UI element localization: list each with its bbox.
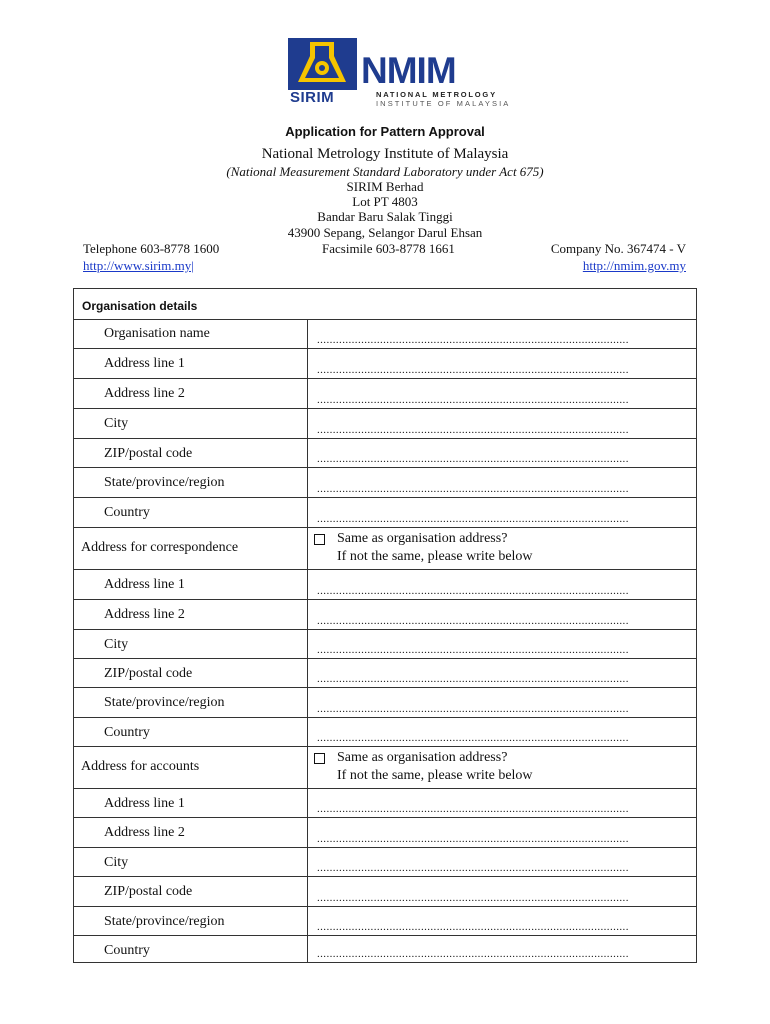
form-row — [74, 528, 696, 570]
form-row — [74, 439, 696, 468]
address-line-1-field[interactable]: ................................................................................................... — [317, 803, 629, 815]
telephone: Telephone 603-8778 1600 — [83, 241, 220, 256]
form-row — [74, 877, 696, 907]
form-row — [74, 789, 696, 818]
state-field[interactable]: ................................................................................................... — [317, 703, 629, 715]
form-row — [74, 319, 696, 349]
form-row — [74, 630, 696, 659]
field-label: Country — [104, 725, 150, 740]
form-row — [74, 688, 696, 718]
company-number: Company No. 367474 - V — [550, 241, 686, 256]
nmim-website-link[interactable]: http://nmim.gov.my — [582, 258, 686, 273]
sirim-logo-icon — [288, 38, 357, 90]
form-row — [74, 936, 696, 962]
section-heading — [74, 289, 696, 320]
nmim-wordmark: NMIM — [361, 50, 456, 91]
address-line: Lot PT 4803 — [352, 194, 418, 209]
section-heading-label: Organisation details — [82, 299, 198, 313]
zip-field[interactable]: ................................................................................................... — [317, 453, 629, 465]
form-row — [74, 600, 696, 630]
field-label: Address for accounts — [81, 759, 200, 774]
sirim-wordmark: SIRIM — [290, 89, 335, 106]
form-row — [74, 498, 696, 528]
page-title: Application for Pattern Approval — [285, 124, 485, 139]
same-address-checkbox[interactable] — [314, 753, 325, 764]
city-field[interactable]: ................................................................................................... — [317, 862, 629, 874]
form-row — [74, 818, 696, 848]
organisation-details-form — [73, 288, 697, 963]
form-row — [74, 718, 696, 747]
logo — [288, 38, 511, 108]
field-label: Address for correspondence — [81, 540, 239, 555]
institute-name: National Metrology Institute of Malaysia — [261, 146, 509, 162]
form-row — [74, 468, 696, 498]
form-row — [74, 379, 696, 409]
form-row — [74, 747, 696, 789]
form-row — [74, 570, 696, 600]
field-label: Address line 2 — [104, 607, 185, 622]
address-line-2-field[interactable]: ................................................................................................... — [317, 833, 629, 845]
form-row — [74, 907, 696, 936]
address-line-2-field[interactable]: ................................................................................................... — [317, 394, 629, 406]
state-field[interactable]: ................................................................................................... — [317, 483, 629, 495]
facsimile: Facsimile 603-8778 1661 — [322, 241, 455, 256]
zip-field[interactable]: ................................................................................................... — [317, 892, 629, 904]
field-label: State/province/region — [104, 475, 225, 490]
checkbox-note: If not the same, please write below — [337, 549, 533, 564]
field-label: ZIP/postal code — [104, 666, 193, 681]
country-field[interactable]: ................................................................................................... — [317, 948, 629, 960]
address-line-1-field[interactable]: ................................................................................................... — [317, 585, 629, 597]
checkbox-label: Same as organisation address? — [337, 531, 508, 546]
field-label: Address line 2 — [104, 825, 185, 840]
country-field[interactable]: ................................................................................................... — [317, 513, 629, 525]
checkbox-note: If not the same, please write below — [337, 768, 533, 783]
field-label: ZIP/postal code — [104, 884, 193, 899]
form-row — [74, 409, 696, 439]
field-label: City — [104, 416, 129, 431]
organisation-name-field[interactable]: ................................................................................................... — [317, 334, 629, 346]
address-line-1-field[interactable]: ................................................................................................... — [317, 364, 629, 376]
address-line: Bandar Baru Salak Tinggi — [317, 209, 453, 224]
field-label: ZIP/postal code — [104, 446, 193, 461]
sirim-website-link[interactable]: http://www.sirim.my| — [83, 258, 194, 273]
form-row — [74, 848, 696, 877]
state-field[interactable]: ................................................................................................... — [317, 921, 629, 933]
field-label: Country — [104, 943, 150, 958]
form-row — [74, 659, 696, 688]
nmim-name-line2: INSTITUTE OF MALAYSIA — [376, 99, 511, 108]
zip-field[interactable]: ................................................................................................... — [317, 673, 629, 685]
address-line: 43900 Sepang, Selangor Darul Ehsan — [287, 225, 483, 240]
country-field[interactable]: ................................................................................................... — [317, 732, 629, 744]
field-label: City — [104, 855, 129, 870]
field-label: Address line 1 — [104, 577, 185, 592]
field-label: State/province/region — [104, 695, 225, 710]
form-row — [74, 349, 696, 379]
field-label: City — [104, 637, 129, 652]
same-address-checkbox[interactable] — [314, 534, 325, 545]
field-label: Address line 1 — [104, 356, 185, 371]
field-label: State/province/region — [104, 914, 225, 929]
nmim-name-line1: NATIONAL METROLOGY — [376, 90, 497, 99]
field-label: Country — [104, 505, 150, 520]
address-line: SIRIM Berhad — [346, 179, 424, 194]
city-field[interactable]: ................................................................................................... — [317, 644, 629, 656]
address-line: (National Measurement Standard Laboratory under Act 675) — [226, 164, 544, 179]
address-line-2-field[interactable]: ................................................................................................... — [317, 615, 629, 627]
field-label: Address line 1 — [104, 796, 185, 811]
field-label: Address line 2 — [104, 386, 185, 401]
city-field[interactable]: ................................................................................................... — [317, 424, 629, 436]
checkbox-label: Same as organisation address? — [337, 750, 508, 765]
field-label: Organisation name — [104, 326, 210, 341]
